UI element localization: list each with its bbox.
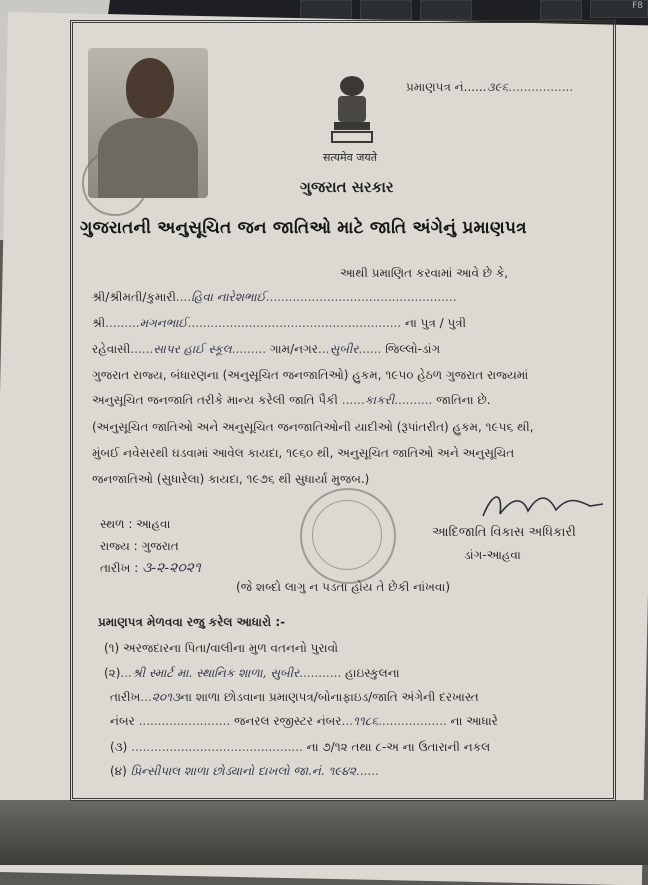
airplane-key xyxy=(540,0,582,20)
date-value: ૩-૨-૨૦૨૧ xyxy=(142,560,201,576)
keyboard-key xyxy=(420,0,472,20)
certify-line: આથી પ્રમાણિત કરવામાં આવે છે કે, xyxy=(340,266,509,280)
ashoka-emblem-icon xyxy=(330,72,374,148)
body-line-5: જનજાતિઓ (સુધારેલા) કાયદા, ૧૯૭૬ થી સુધાર્યા મુજબ.) xyxy=(92,472,370,486)
date-label: તારીખ : xyxy=(100,561,139,575)
district-label: જિલ્લો-ડાંગ xyxy=(385,342,441,356)
item-3-text: ના ૭/૧૨ તથા ૮-અ ના ઉતારાની નકલ xyxy=(306,740,491,754)
item-4-prefix: (૪) xyxy=(110,764,127,778)
evidence-item-3: (૩) ............................................. ના ૭/૧૨ તથા ૮-અ ના ઉતારાની નકલ xyxy=(110,740,491,754)
body-line-2: અનુસૂચિત જનજાતિ તરીકે માન્ય કરેલી જાતિ પૈકી ......કાકરી.......... જાતિના છે. xyxy=(92,393,491,407)
keyboard-key xyxy=(300,0,352,20)
item-2-prefix: (૨) xyxy=(104,666,121,680)
item-2-date-label: તારીખ xyxy=(110,690,141,704)
government-name: ગુજરાત સરકાર xyxy=(300,178,394,196)
name-line: શ્રી/શ્રીમતી/કુમારી....હિવા નારેશભાઈ.................................................. xyxy=(92,290,457,304)
certificate-number: પ્રમાણપત્ર નં......૩૯૬................. xyxy=(406,80,574,94)
evidence-item-4: (૪) પ્રિન્સીપાલ શાળા છોડ્યાનો દાખલો જા.નં. ૧૯૪૨...... xyxy=(110,764,379,778)
item-2-value: શ્રી સ્માર્ટ મા. સ્થાનિક શાળા, સુબીર xyxy=(131,666,300,680)
parent-value: મગનભાઈ xyxy=(139,316,188,330)
certificate-number-value: ૩૯૬ xyxy=(486,80,509,94)
village-value: સુબીર xyxy=(329,342,359,356)
tribe-value: કાકરી xyxy=(364,393,395,407)
body-line-2b: જાતિના છે. xyxy=(436,393,491,407)
parent-prefix: શ્રી xyxy=(92,316,106,330)
place-line: સ્થળ : આહવા xyxy=(100,517,171,531)
officer-title: આદિજાતિ વિકાસ અધિકારી xyxy=(432,525,576,540)
evidence-item-2-line-3: નંબર ........................ જનરલ રજીસ્ટર નંબર...૧૧૮૬.................. ના આધારે xyxy=(110,714,498,728)
keyboard-key xyxy=(360,0,412,20)
certificate-number-label: પ્રમાણપત્ર નં...... xyxy=(406,80,487,94)
evidence-item-2: (૨)...શ્રી સ્માર્ટ મા. સ્થાનિક શાળા, સુબીર........... હાઇસ્કુલના xyxy=(104,666,400,680)
register-value: ૧૧૮૬ xyxy=(352,714,379,728)
strike-note: (જે શબ્દો લાગુ ન પડતા હોય તે છેકી નાંખવા) xyxy=(236,580,451,594)
photo-stamp-seal xyxy=(82,150,148,216)
resident-value: સાપર હાઈ સ્કૂલ xyxy=(153,342,232,356)
officer-place: ડાંગ-આહવા xyxy=(464,548,521,562)
name-label: શ્રી/શ્રીમતી/કુમારી xyxy=(92,290,176,304)
date-line xyxy=(100,560,201,576)
evidence-item-2-line-2: તારીખ...૨૦૧૩ના શાળા છોડવાના પ્રમાણપત્ર/બોનાફાઇડ/જાતિ અંગેની દરખાસ્ત xyxy=(110,690,479,704)
emblem-caption: सत्यमेव जयते xyxy=(323,151,378,164)
state-line: રાજ્ય : ગુજરાત xyxy=(100,539,179,553)
certificate-title: ગુજરાતની અનુસૂચિત જન જાતિઓ માટે જાતિ અંગેનું પ્રમાણપત્ર xyxy=(80,218,527,238)
resident-label: રહેવાસી xyxy=(92,342,131,356)
item-3-prefix: (૩) xyxy=(110,740,128,754)
evidence-heading: પ્રમાણપત્ર મેળવવા રજુ કરેલ આધારો :- xyxy=(98,615,286,629)
item-2-line-2-text: ના શાળા છોડવાના પ્રમાણપત્ર/બોનાફાઇડ/જાતિ અંગેની દરખાસ્ત xyxy=(180,690,479,704)
officer-signature xyxy=(478,486,608,526)
official-stamp-seal xyxy=(300,488,396,584)
name-value: હિવા નારેશભાઈ xyxy=(191,290,266,304)
evidence-item-1: (૧) અરજદારના પિતા/વાલીના મુળ વતનનો પુરાવો xyxy=(104,641,339,655)
village-label: ગામ/નગર xyxy=(269,342,319,356)
son-daughter-label: ના પુત્ર / પુત્રી xyxy=(404,316,467,330)
item-4-value: પ્રિન્સીપાલ શાળા છોડ્યાનો દાખલો જા.નં. ૧૯૪૨ xyxy=(130,764,356,778)
item-2-date: ૨૦૧૩ xyxy=(151,690,180,704)
item-2-register-label: જનરલ રજીસ્ટર નંબર xyxy=(233,714,342,728)
body-line-3: (અનુસૂચિત જાતિઓ અને અનુસૂચિત જનજાતિઓની યાદીઓ (રૂપાંતરીત) હુકમ, ૧૯૫૬ થી, xyxy=(92,420,534,434)
item-2-number-label: નંબર xyxy=(110,714,135,728)
f8-key: F8 xyxy=(590,0,648,18)
resident-line: રહેવાસી......સાપર હાઈ સ્કૂલ......... ગામ/નગર...સુબીર...... જિલ્લો-ડાંગ xyxy=(92,342,441,356)
item-2-basis-label: ના આધારે xyxy=(450,714,498,728)
body-line-2a: અનુસૂચિત જનજાતિ તરીકે માન્ય કરેલી જાતિ પૈકી xyxy=(92,393,338,407)
body-line-4: મુંબઈ નવેસરથી ઘડવામાં આવેલ કાયદા, ૧૯૬૦ થી, અનુસૂચિત જાતિઓ અને અનુસૂચિત xyxy=(92,446,515,460)
photo-head xyxy=(126,58,174,118)
table-surface xyxy=(0,800,648,865)
body-line-1: ગુજરાત રાજ્ય, બંધારણના (અનુસૂચિત જનજાતિઓ) હુકમ, ૧૯૫૦ હેઠળ ગુજરાત રાજ્યમાં xyxy=(92,368,529,382)
item-2-suffix: હાઇસ્કુલના xyxy=(345,666,400,680)
parent-line: શ્રી.........મગનભાઈ........................................................ ના પુત્ર / પુત્રી xyxy=(92,316,467,330)
